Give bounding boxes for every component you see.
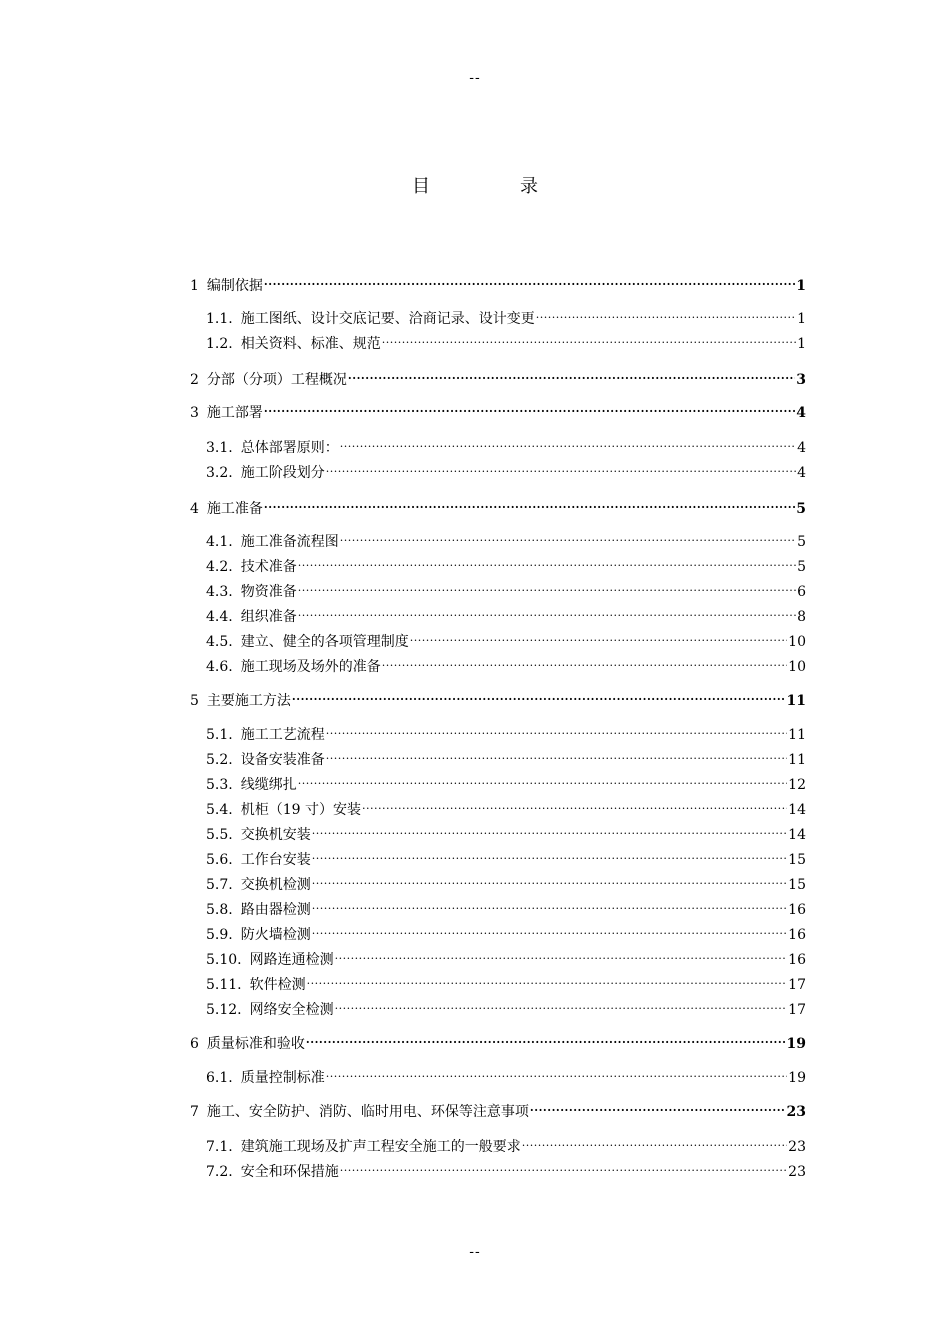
toc-entry-title: 工作台安装 [240,852,311,868]
toc-entry-number: 1.2. [206,336,233,352]
toc-entry-number: 7.2. [206,1164,233,1180]
toc-entry-number: 3 [190,405,199,421]
toc-entry-title: 建筑施工现场及扩声工程安全施工的一般要求 [240,1139,521,1155]
toc-entry-page-number: 17 [788,1002,806,1018]
toc-chapter-entry[interactable] [190,1028,806,1052]
toc-dot-leader [312,844,787,864]
toc-entry-page-number: 10 [788,659,806,675]
toc-chapter-entry[interactable] [190,493,806,517]
toc-entry-title: 施工工艺流程 [240,727,325,743]
toc-section-entry[interactable] [206,601,806,625]
toc-dot-leader [335,944,788,964]
toc-entry-page-number: 8 [797,609,806,625]
toc-entry-title: 网路连通检测 [249,952,334,968]
toc-entry-number: 4.5. [206,634,233,650]
toc-section-entry[interactable] [206,551,806,575]
toc-entry-title: 编制依据 [206,278,263,294]
toc-entry-page-number: 5 [796,501,806,517]
toc-dot-leader [312,819,787,839]
toc-entry-page-number: 1 [797,336,806,352]
toc-entry-page-number: 4 [797,465,806,481]
toc-entry-number: 7.1. [206,1139,233,1155]
toc-entry-number: 5.12. [206,1002,242,1018]
toc-dot-leader [312,894,787,914]
toc-dot-leader [264,270,795,290]
toc-entry-number: 5.7. [206,877,233,893]
toc-section-entry[interactable] [206,651,806,675]
toc-entry-page-number: 4 [796,405,806,421]
toc-entry-title: 交换机安装 [240,827,311,843]
toc-entry-page-number: 3 [796,372,806,388]
page-footer-marker: -- [469,1244,481,1260]
toc-entry-number: 4.1. [206,534,233,550]
toc-entry-page-number: 23 [788,1164,806,1180]
page-header-marker: -- [469,70,481,86]
toc-dot-leader [312,919,787,939]
toc-section-entry[interactable] [206,719,806,743]
toc-entry-page-number: 14 [788,827,806,843]
toc-entry-title: 施工部署 [206,405,263,421]
toc-entry-title: 主要施工方法 [206,693,291,709]
toc-entry-title: 施工准备 [206,501,263,517]
toc-entry-page-number: 14 [788,802,806,818]
toc-entry-page-number: 5 [797,559,806,575]
toc-dot-leader [326,1062,787,1082]
toc-chapter-entry[interactable] [190,364,806,388]
toc-section-entry[interactable] [206,303,806,327]
toc-section-entry[interactable] [206,1062,806,1086]
toc-entry-page-number: 10 [788,634,806,650]
toc-dot-leader [335,994,788,1014]
toc-entry-title: 总体部署原则： [240,440,339,456]
toc-entry-title: 质量控制标准 [240,1070,325,1086]
toc-entry-number: 2 [190,372,199,388]
toc-entry-number: 4.3. [206,584,233,600]
toc-entry-number: 3.1. [206,440,233,456]
toc-entry-number: 6 [190,1036,199,1052]
toc-section-entry[interactable] [206,328,806,352]
toc-dot-leader [298,551,796,571]
toc-entry-title: 施工准备流程图 [240,534,339,550]
toc-entry-title: 软件检测 [249,977,306,993]
toc-dot-leader [326,744,787,764]
toc-section-entry[interactable] [206,919,806,943]
toc-dot-leader [382,651,787,671]
toc-section-entry[interactable] [206,769,806,793]
toc-section-entry[interactable] [206,894,806,918]
toc-entry-title: 网络安全检测 [249,1002,334,1018]
toc-entry-title: 机柜（19 寸）安装 [240,802,361,818]
toc-entry-number: 5.2. [206,752,233,768]
toc-entry-title: 施工阶段划分 [240,465,325,481]
toc-section-entry[interactable] [206,819,806,843]
toc-dot-leader [340,526,796,546]
toc-section-entry[interactable] [206,626,806,650]
toc-chapter-entry[interactable] [190,1096,806,1120]
toc-entry-number: 5.11. [206,977,242,993]
toc-section-entry[interactable] [206,844,806,868]
toc-section-entry[interactable] [206,944,806,968]
toc-entry-title: 设备安装准备 [240,752,325,768]
toc-entry-number: 3.2. [206,465,233,481]
toc-section-entry[interactable] [206,457,806,481]
toc-section-entry[interactable] [206,994,806,1018]
toc-entry-title: 线缆绑扎 [240,777,297,793]
toc-entry-page-number: 4 [797,440,806,456]
toc-entry-number: 1.1. [206,311,233,327]
toc-entry-page-number: 11 [788,727,806,743]
toc-entry-number: 5.10. [206,952,242,968]
toc-dot-leader [298,576,796,596]
toc-dot-leader [264,493,795,513]
toc-entry-page-number: 19 [786,1036,806,1052]
toc-entry-number: 5.6. [206,852,233,868]
toc-dot-leader [326,719,787,739]
toc-entry-page-number: 16 [788,952,806,968]
toc-entry-page-number: 12 [788,777,806,793]
toc-entry-number: 7 [190,1104,199,1120]
toc-entry-title: 建立、健全的各项管理制度 [240,634,409,650]
toc-dot-leader [340,432,796,452]
toc-chapter-entry[interactable] [190,270,806,294]
toc-entry-number: 5.5. [206,827,233,843]
toc-entry-page-number: 15 [788,877,806,893]
toc-entry-number: 4.4. [206,609,233,625]
toc-dot-leader [522,1131,787,1151]
toc-entry-title: 交换机检测 [240,877,311,893]
toc-section-entry[interactable] [206,432,806,456]
toc-dot-leader [264,397,795,417]
toc-entry-number: 5 [190,693,199,709]
toc-entry-title: 路由器检测 [240,902,311,918]
toc-entry-title: 相关资料、标准、规范 [240,336,381,352]
toc-entry-number: 5.1. [206,727,233,743]
toc-entry-title: 施工图纸、设计交底记要、洽商记录、设计变更 [240,311,535,327]
toc-entry-number: 1 [190,278,199,294]
toc-dot-leader [326,457,796,477]
toc-entry-title: 安全和环保措施 [240,1164,339,1180]
toc-section-entry[interactable] [206,869,806,893]
toc-dot-leader [382,328,796,348]
toc-dot-leader [306,1028,786,1048]
toc-entry-title: 技术准备 [240,559,297,575]
toc-dot-leader [536,303,796,323]
toc-entry-page-number: 23 [786,1104,806,1120]
toc-entry-title: 分部（分项）工程概况 [206,372,347,388]
toc-entry-page-number: 11 [786,693,806,709]
toc-section-entry[interactable] [206,969,806,993]
toc-entry-title: 施工现场及场外的准备 [240,659,381,675]
toc-entry-number: 5.9. [206,927,233,943]
toc-dot-leader [292,685,786,705]
toc-section-entry[interactable] [206,1156,806,1180]
toc-section-entry[interactable] [206,576,806,600]
toc-entry-page-number: 1 [797,311,806,327]
toc-entry-page-number: 23 [788,1139,806,1155]
toc-entry-title: 物资准备 [240,584,297,600]
toc-entry-page-number: 17 [788,977,806,993]
toc-chapter-entry[interactable] [190,685,806,709]
toc-entry-page-number: 1 [796,278,806,294]
toc-section-entry[interactable] [206,526,806,550]
toc-entry-number: 4.6. [206,659,233,675]
toc-entry-page-number: 5 [797,534,806,550]
toc-dot-leader [307,969,788,989]
toc-dot-leader [312,869,787,889]
toc-entry-number: 6.1. [206,1070,233,1086]
toc-entry-title: 组织准备 [240,609,297,625]
toc-entry-title: 防火墙检测 [240,927,311,943]
toc-entry-number: 4 [190,501,199,517]
toc-entry-number: 5.8. [206,902,233,918]
toc-section-entry[interactable] [206,794,806,818]
toc-entry-number: 5.4. [206,802,233,818]
toc-entry-page-number: 16 [788,927,806,943]
toc-entry-number: 5.3. [206,777,233,793]
toc-entry-title: 施工、安全防护、消防、临时用电、环保等注意事项 [206,1104,529,1120]
toc-entry-page-number: 19 [788,1070,806,1086]
toc-dot-leader [298,601,796,621]
toc-dot-leader [410,626,787,646]
toc-title: 目 录 [412,176,574,197]
toc-dot-leader [362,794,787,814]
toc-dot-leader [340,1156,787,1176]
toc-entry-number: 4.2. [206,559,233,575]
toc-entry-page-number: 6 [797,584,806,600]
toc-entry-page-number: 11 [788,752,806,768]
toc-dot-leader [530,1096,786,1116]
toc-entry-title: 质量标准和验收 [206,1036,305,1052]
toc-chapter-entry[interactable] [190,397,806,421]
toc-dot-leader [348,364,795,384]
toc-entry-page-number: 15 [788,852,806,868]
toc-dot-leader [298,769,787,789]
toc-section-entry[interactable] [206,1131,806,1155]
toc-section-entry[interactable] [206,744,806,768]
toc-entry-page-number: 16 [788,902,806,918]
